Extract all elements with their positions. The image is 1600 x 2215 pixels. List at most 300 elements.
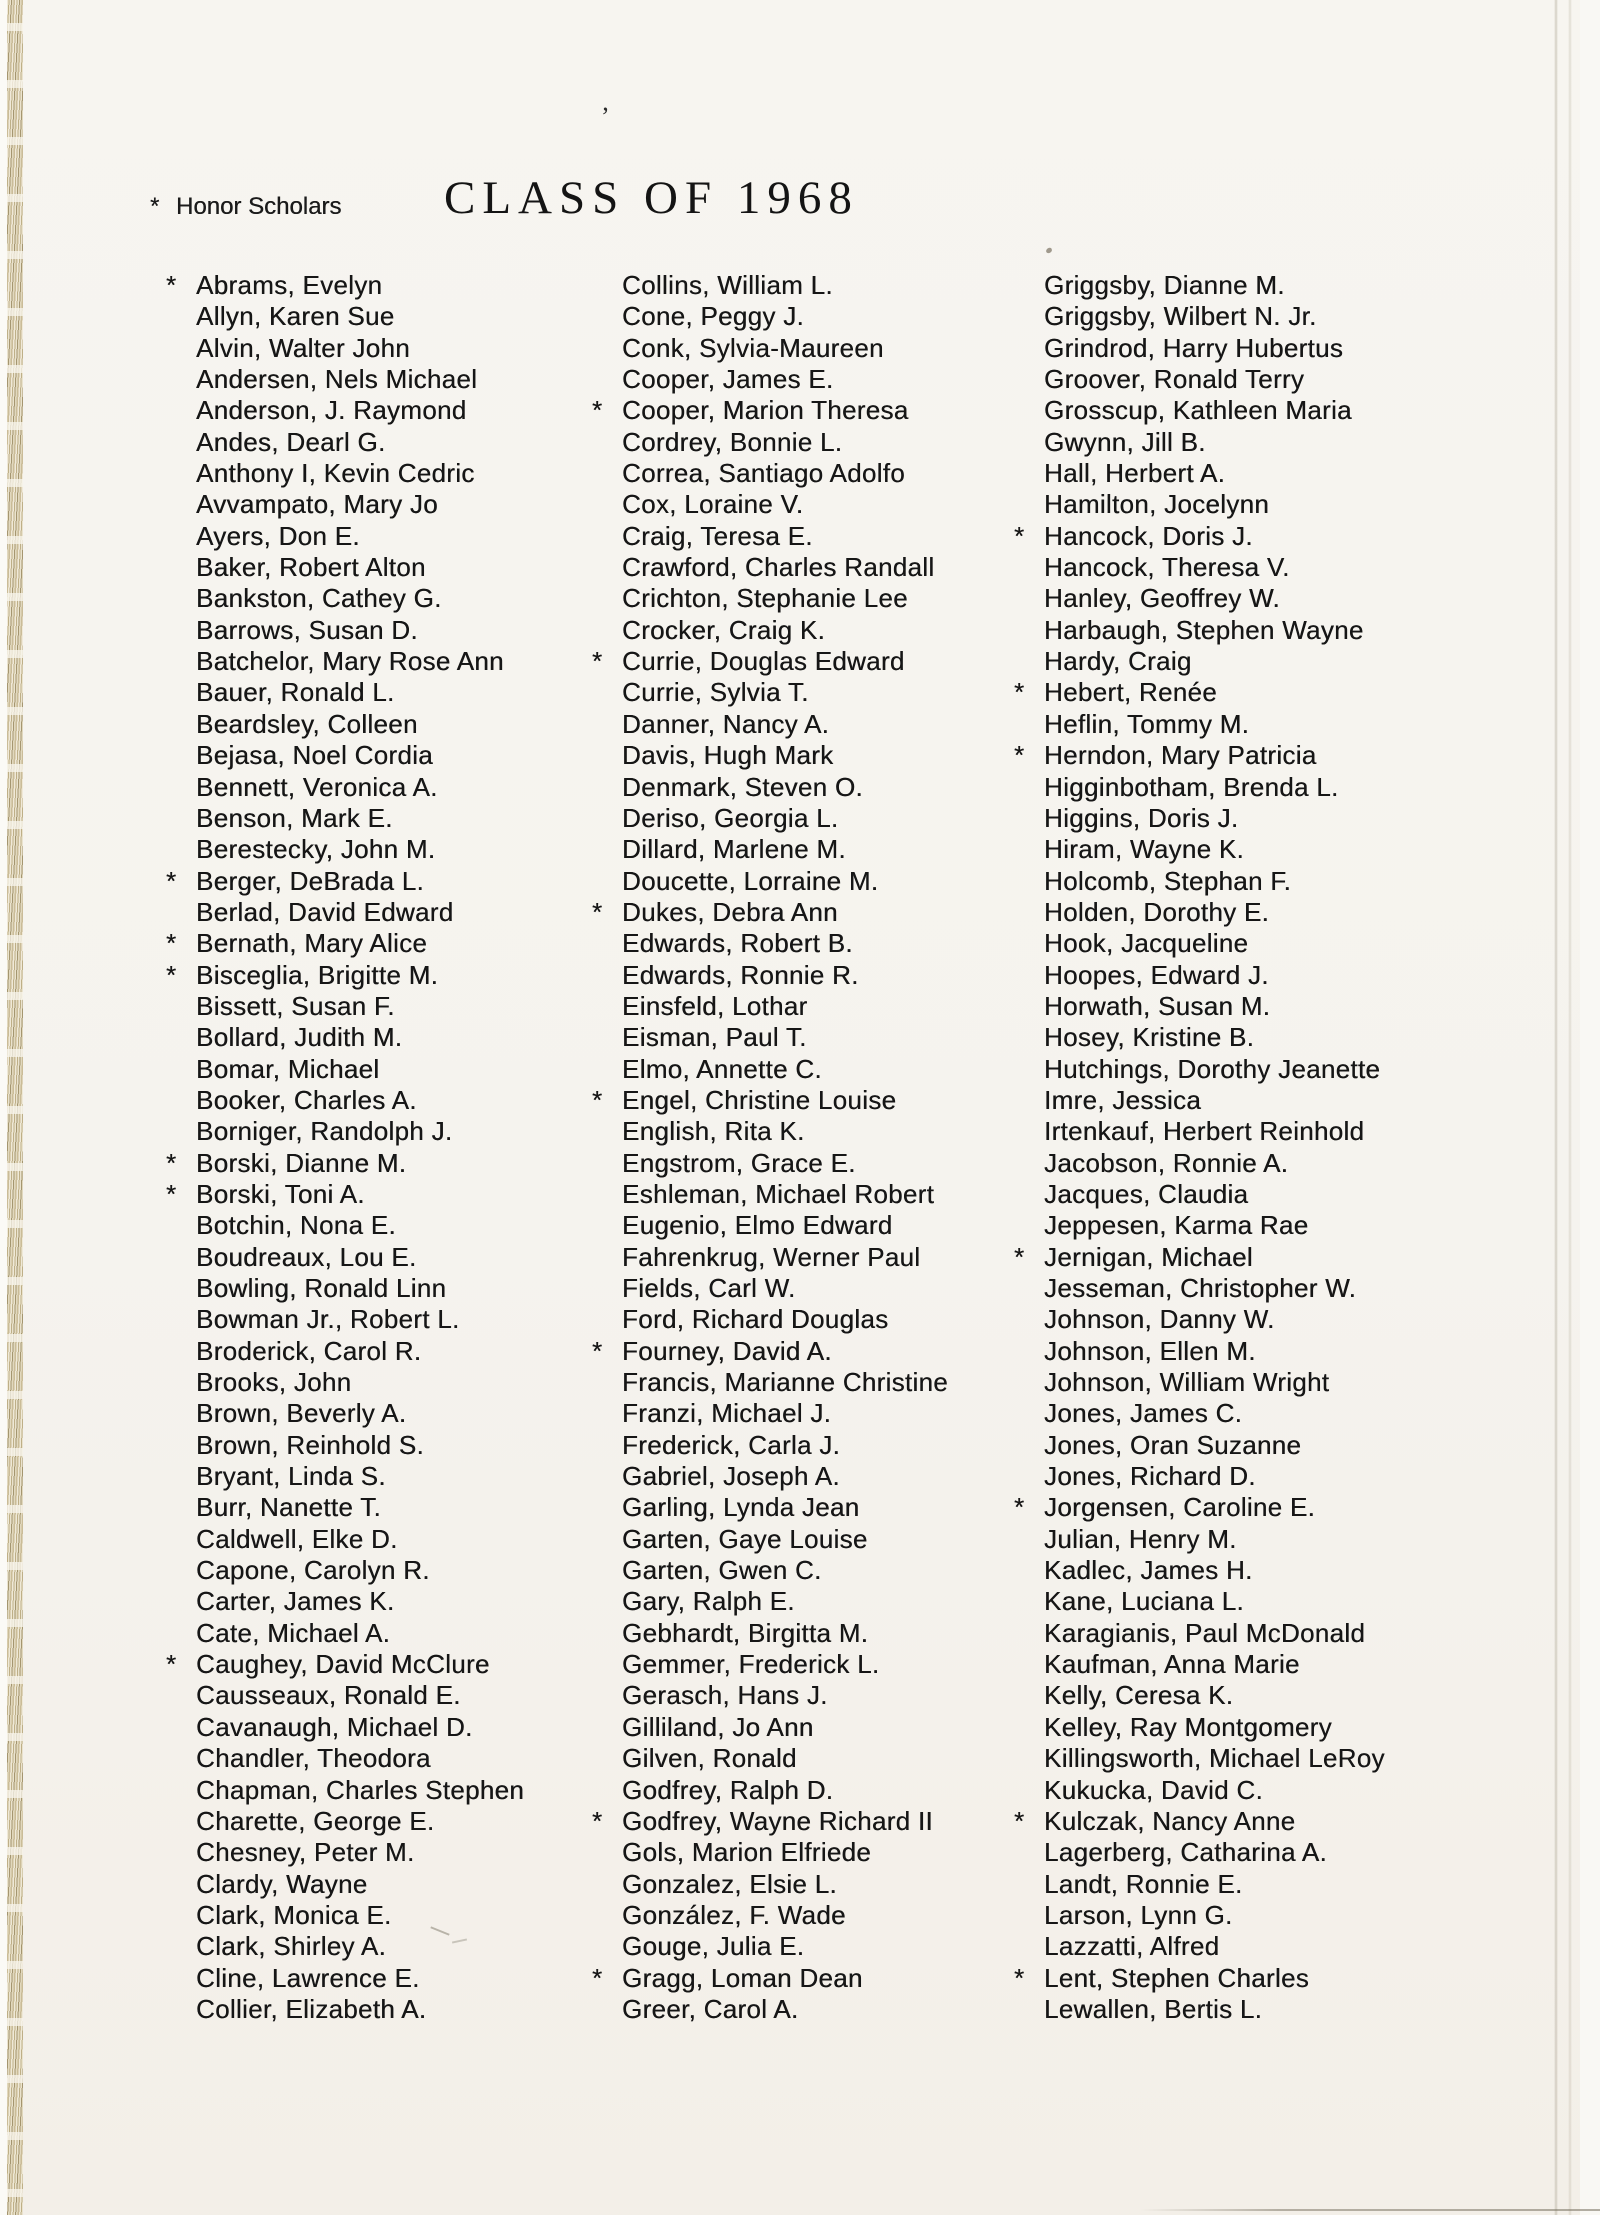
list-item — [1014, 552, 1462, 583]
list-item — [592, 1555, 1040, 1586]
list-item — [1014, 1273, 1462, 1304]
honor-star-empty — [1014, 1649, 1044, 1680]
honor-star-empty — [166, 364, 196, 395]
list-item — [1014, 1304, 1462, 1335]
list-item — [166, 1273, 614, 1304]
list-item — [166, 1618, 614, 1649]
list-item — [1014, 897, 1462, 928]
list-item — [1014, 521, 1462, 552]
list-item — [1014, 1022, 1462, 1053]
graduate-name: Jacobson, Ronnie A. — [1044, 1147, 1289, 1178]
list-item — [592, 709, 1040, 740]
list-item — [592, 991, 1040, 1022]
list-item — [1014, 1680, 1462, 1711]
list-item — [166, 1179, 614, 1210]
graduate-name: Barrows, Susan D. — [196, 614, 418, 645]
graduate-name: Hancock, Theresa V. — [1044, 552, 1290, 583]
graduate-name: Broderick, Carol R. — [196, 1335, 422, 1366]
list-item — [166, 1680, 614, 1711]
graduate-name: Johnson, Ellen M. — [1044, 1335, 1256, 1366]
graduate-name: Kukucka, David C. — [1044, 1774, 1263, 1805]
graduate-name: Burr, Nanette T. — [196, 1492, 381, 1523]
graduate-name: Brown, Reinhold S. — [196, 1429, 424, 1460]
list-item — [592, 1492, 1040, 1523]
list-item — [166, 1022, 614, 1053]
honor-star-empty — [166, 1712, 196, 1743]
graduate-name: Ayers, Don E. — [196, 520, 360, 551]
list-item — [1014, 1900, 1462, 1931]
graduate-name: Eisman, Paul T. — [622, 1022, 807, 1053]
graduate-name: Clardy, Wayne — [196, 1868, 368, 1899]
list-item — [592, 1524, 1040, 1555]
list-item — [166, 1148, 614, 1179]
honor-star-empty — [592, 1304, 622, 1335]
page-edge-right-lines — [1550, 0, 1580, 2215]
honor-star-empty — [1014, 333, 1044, 364]
list-item — [592, 458, 1040, 489]
list-item — [1014, 615, 1462, 646]
graduate-name: Imre, Jessica — [1044, 1084, 1202, 1115]
honor-star-empty — [166, 1273, 196, 1304]
list-item — [166, 1304, 614, 1335]
honor-star-empty — [1014, 1524, 1044, 1555]
page-edge-bottom-line — [1140, 2209, 1600, 2211]
honor-star-icon: * — [592, 646, 603, 677]
graduate-name: Anthony I, Kevin Cedric — [196, 458, 475, 489]
list-item — [592, 960, 1040, 991]
graduate-name: Holden, Dorothy E. — [1044, 896, 1270, 927]
honor-star-empty — [592, 489, 622, 520]
graduate-name: Abrams, Evelyn — [196, 270, 383, 300]
list-item — [1014, 427, 1462, 458]
list-item — [166, 1963, 614, 1994]
list-item — [166, 1336, 614, 1367]
list-item — [592, 1336, 1040, 1367]
honor-star-empty — [592, 1210, 622, 1241]
list-item — [592, 552, 1040, 583]
list-item — [1014, 1242, 1462, 1273]
honor-star-empty — [1014, 772, 1044, 803]
list-item — [166, 615, 614, 646]
graduate-name: Chapman, Charles Stephen — [196, 1774, 525, 1805]
honor-star-empty — [1014, 1775, 1044, 1806]
list-item — [592, 1398, 1040, 1429]
honor-star-icon: * — [166, 270, 177, 300]
graduate-name: Kaufman, Anna Marie — [1044, 1649, 1300, 1680]
list-item — [1014, 1618, 1462, 1649]
honor-star-empty — [592, 1524, 622, 1555]
list-item — [592, 1900, 1040, 1931]
list-item — [166, 1430, 614, 1461]
honor-star-empty — [592, 1586, 622, 1617]
list-item — [166, 772, 614, 803]
list-item — [166, 1837, 614, 1868]
honor-star-empty — [1014, 1054, 1044, 1085]
list-item — [592, 395, 1040, 426]
honor-star-empty — [1014, 301, 1044, 332]
honor-star-icon: * — [1014, 1492, 1025, 1523]
honor-star-empty — [592, 521, 622, 552]
graduate-name: Engel, Christine Louise — [622, 1084, 897, 1115]
graduate-name: Hiram, Wayne K. — [1044, 834, 1245, 865]
honor-star-icon: * — [592, 1962, 603, 1993]
list-item — [592, 364, 1040, 395]
graduate-name: Greer, Carol A. — [622, 1993, 799, 2024]
list-item — [1014, 1461, 1462, 1492]
graduate-name: Allyn, Karen Sue — [196, 301, 395, 332]
list-item — [592, 834, 1040, 865]
list-item — [592, 1618, 1040, 1649]
graduate-name: Killingsworth, Michael LeRoy — [1044, 1743, 1385, 1774]
honor-star-empty — [166, 1398, 196, 1429]
graduate-name: Eugenio, Elmo Edward — [622, 1210, 893, 1241]
honor-star-empty — [166, 1430, 196, 1461]
honor-star-empty — [1014, 1837, 1044, 1868]
graduate-name: Cordrey, Bonnie L. — [622, 426, 843, 457]
graduate-name: Jacques, Claudia — [1044, 1178, 1249, 1209]
list-item — [166, 1492, 614, 1523]
list-item — [166, 1649, 614, 1680]
honor-star-empty — [592, 1555, 622, 1586]
honor-star-empty — [592, 1900, 622, 1931]
honor-star-empty — [1014, 1148, 1044, 1179]
honor-star-icon: * — [592, 896, 603, 927]
graduate-name: Avvampato, Mary Jo — [196, 489, 438, 520]
honor-star-empty — [1014, 1398, 1044, 1429]
honor-star-empty — [1014, 1179, 1044, 1210]
list-item — [1014, 709, 1462, 740]
list-item — [1014, 1367, 1462, 1398]
list-item — [592, 1806, 1040, 1837]
list-item — [592, 1775, 1040, 1806]
honor-star-empty — [166, 1931, 196, 1962]
list-item — [166, 1210, 614, 1241]
honor-star-empty — [166, 1210, 196, 1241]
honor-star-empty — [592, 1837, 622, 1868]
list-item — [592, 615, 1040, 646]
graduate-name: Borski, Dianne M. — [196, 1147, 407, 1178]
honor-star-empty — [592, 1994, 622, 2025]
graduate-name: Jeppesen, Karma Rae — [1044, 1210, 1309, 1241]
graduate-name: Gouge, Julia E. — [622, 1931, 805, 1962]
graduate-name: Fahrenkrug, Werner Paul — [622, 1241, 921, 1272]
graduate-name: Higgins, Doris J. — [1044, 802, 1239, 833]
graduate-name: Botchin, Nona E. — [196, 1210, 396, 1241]
honor-star-empty — [166, 1775, 196, 1806]
list-item — [1014, 928, 1462, 959]
honor-star-empty — [592, 301, 622, 332]
graduate-name: Hebert, Renée — [1044, 677, 1218, 708]
honor-star-empty — [1014, 960, 1044, 991]
graduate-name: Hall, Herbert A. — [1044, 458, 1226, 489]
honor-star-empty — [166, 709, 196, 740]
list-item — [592, 333, 1040, 364]
graduate-name: Gwynn, Jill B. — [1044, 426, 1206, 457]
list-item — [1014, 395, 1462, 426]
graduate-name: Conk, Sylvia-Maureen — [622, 332, 884, 363]
honor-star-empty — [1014, 928, 1044, 959]
list-item — [592, 1242, 1040, 1273]
graduate-name: Jones, James C. — [1044, 1398, 1243, 1429]
graduate-name: Hanley, Geoffrey W. — [1044, 583, 1280, 614]
list-item — [592, 1085, 1040, 1116]
list-item — [166, 897, 614, 928]
honor-star-empty — [1014, 1085, 1044, 1116]
honor-star-empty — [1014, 583, 1044, 614]
honor-star-empty — [592, 772, 622, 803]
honor-star-empty — [1014, 1743, 1044, 1774]
graduate-name: Kelly, Ceresa K. — [1044, 1680, 1234, 1711]
list-item — [166, 991, 614, 1022]
graduate-name: Cooper, James E. — [622, 364, 834, 395]
honor-star-icon: * — [166, 1178, 177, 1209]
honor-star-empty — [166, 583, 196, 614]
honor-star-empty — [592, 1649, 622, 1680]
graduate-name: González, F. Wade — [622, 1899, 846, 1930]
honor-star-empty — [592, 333, 622, 364]
list-item — [166, 1242, 614, 1273]
graduate-name: Heflin, Tommy M. — [1044, 708, 1250, 739]
list-item — [166, 1054, 614, 1085]
graduate-name: Bejasa, Noel Cordia — [196, 740, 433, 771]
honor-star-empty — [1014, 1994, 1044, 2025]
honor-star-empty — [166, 333, 196, 364]
graduate-name: Anderson, J. Raymond — [196, 395, 467, 426]
graduate-name: Bomar, Michael — [196, 1053, 380, 1084]
graduate-name: Doucette, Lorraine M. — [622, 865, 879, 896]
honor-star-empty — [1014, 1210, 1044, 1241]
graduate-name: Brooks, John — [196, 1367, 352, 1398]
honor-star-icon: * — [592, 1335, 603, 1366]
honor-star-empty — [166, 1524, 196, 1555]
honor-star-empty — [592, 1022, 622, 1053]
list-item — [1014, 1963, 1462, 1994]
list-item — [592, 489, 1040, 520]
graduate-name: Julian, Henry M. — [1044, 1523, 1237, 1554]
list-item — [592, 740, 1040, 771]
list-item — [1014, 1524, 1462, 1555]
graduate-name: Groover, Ronald Terry — [1044, 364, 1305, 395]
list-item — [592, 928, 1040, 959]
graduate-name: Collins, William L. — [622, 270, 833, 300]
honor-star-icon: * — [592, 395, 603, 426]
honor-scholars-legend — [150, 193, 341, 221]
list-item — [592, 1586, 1040, 1617]
graduate-name: Lewallen, Bertis L. — [1044, 1993, 1263, 2024]
list-item — [166, 489, 614, 520]
graduate-name: Frederick, Carla J. — [622, 1429, 841, 1460]
graduate-name: Clark, Monica E. — [196, 1899, 392, 1930]
graduate-name: Jernigan, Michael — [1044, 1241, 1253, 1272]
honor-star-empty — [592, 1743, 622, 1774]
list-item — [592, 583, 1040, 614]
graduate-name: Crocker, Craig K. — [622, 614, 826, 645]
honor-star-empty — [592, 615, 622, 646]
graduate-name: Elmo, Annette C. — [622, 1053, 822, 1084]
honor-star-empty — [1014, 866, 1044, 897]
list-item — [1014, 1336, 1462, 1367]
list-item — [1014, 1994, 1462, 2025]
graduate-name: Gilven, Ronald — [622, 1743, 797, 1774]
graduate-name: Deriso, Georgia L. — [622, 802, 839, 833]
honor-star-empty — [592, 1492, 622, 1523]
list-item — [166, 928, 614, 959]
honor-star-empty — [1014, 364, 1044, 395]
honor-star-icon: * — [1014, 1805, 1025, 1836]
list-item — [592, 897, 1040, 928]
honor-star-empty — [166, 677, 196, 708]
list-item — [592, 1430, 1040, 1461]
graduate-name: Charette, George E. — [196, 1805, 435, 1836]
honor-star-empty — [592, 1869, 622, 1900]
list-item — [592, 1680, 1040, 1711]
graduate-name: Karagianis, Paul McDonald — [1044, 1617, 1366, 1648]
graduate-name: Jorgensen, Caroline E. — [1044, 1492, 1316, 1523]
list-item — [592, 1367, 1040, 1398]
graduate-name: Andersen, Nels Michael — [196, 364, 478, 395]
list-item — [1014, 1712, 1462, 1743]
list-item — [1014, 1116, 1462, 1147]
list-item — [166, 395, 614, 426]
graduate-name: Cate, Michael A. — [196, 1617, 391, 1648]
list-item — [592, 1743, 1040, 1774]
honor-star-empty — [166, 1963, 196, 1994]
graduate-name: Bisceglia, Brigitte M. — [196, 959, 439, 990]
graduate-name: Hosey, Kristine B. — [1044, 1022, 1255, 1053]
graduate-name: Brown, Beverly A. — [196, 1398, 407, 1429]
honor-star-empty — [166, 552, 196, 583]
graduate-name: Kelley, Ray Montgomery — [1044, 1711, 1332, 1742]
graduate-name: Griggsby, Wilbert N. Jr. — [1044, 301, 1317, 332]
honor-star-empty — [166, 1994, 196, 2025]
graduate-name: Harbaugh, Stephen Wayne — [1044, 614, 1364, 645]
list-item — [1014, 458, 1462, 489]
honor-star-empty — [1014, 1461, 1044, 1492]
honor-star-empty — [166, 1680, 196, 1711]
list-item — [166, 740, 614, 771]
asterisk-icon: * — [150, 193, 160, 220]
graduate-name: Booker, Charles A. — [196, 1084, 417, 1115]
list-item — [592, 1022, 1040, 1053]
honor-star-empty — [1014, 1430, 1044, 1461]
graduate-name: Davis, Hugh Mark — [622, 740, 834, 771]
list-item — [1014, 1649, 1462, 1680]
honor-star-empty — [592, 1461, 622, 1492]
graduate-name: Hancock, Doris J. — [1044, 520, 1253, 551]
graduate-name: Gary, Ralph E. — [622, 1586, 795, 1617]
graduate-name: Causseaux, Ronald E. — [196, 1680, 461, 1711]
honor-star-empty — [592, 1116, 622, 1147]
graduate-name: Higginbotham, Brenda L. — [1044, 771, 1339, 802]
honor-star-empty — [166, 1900, 196, 1931]
graduate-name: Gilliland, Jo Ann — [622, 1711, 814, 1742]
honor-star-empty — [1014, 1586, 1044, 1617]
honor-star-empty — [1014, 395, 1044, 426]
graduate-name: Caughey, David McClure — [196, 1649, 490, 1680]
honor-star-empty — [592, 1931, 622, 1962]
page-edge-left-texture — [7, 0, 23, 2215]
honor-star-empty — [592, 458, 622, 489]
graduate-name: Denmark, Steven O. — [622, 771, 863, 802]
graduate-name: Beardsley, Colleen — [196, 708, 418, 739]
honor-star-empty — [166, 521, 196, 552]
graduate-name: Herndon, Mary Patricia — [1044, 740, 1317, 771]
graduate-name: Gerasch, Hans J. — [622, 1680, 828, 1711]
honor-scholars-label: Honor Scholars — [176, 193, 342, 220]
list-item — [592, 677, 1040, 708]
graduate-name: Edwards, Robert B. — [622, 928, 853, 959]
honor-star-icon: * — [592, 1805, 603, 1836]
graduate-name: Bissett, Susan F. — [196, 990, 395, 1021]
graduate-name: Bollard, Judith M. — [196, 1022, 403, 1053]
graduate-name: Berestecky, John M. — [196, 834, 436, 865]
list-item — [1014, 1210, 1462, 1241]
honor-star-empty — [166, 1116, 196, 1147]
list-item — [166, 803, 614, 834]
honor-star-empty — [166, 1837, 196, 1868]
graduate-name: Johnson, Danny W. — [1044, 1304, 1275, 1335]
honor-star-empty — [1014, 897, 1044, 928]
graduate-name: Eshleman, Michael Robert — [622, 1178, 935, 1209]
graduate-name: Garling, Lynda Jean — [622, 1492, 860, 1523]
honor-star-empty — [1014, 1555, 1044, 1586]
list-item — [592, 1994, 1040, 2025]
scan-artifact-apostrophe: ’ — [601, 102, 610, 131]
honor-star-empty — [166, 803, 196, 834]
graduate-name: Bennett, Veronica A. — [196, 771, 438, 802]
graduate-name: Hook, Jacqueline — [1044, 928, 1249, 959]
list-item — [592, 1869, 1040, 1900]
honor-star-empty — [592, 1618, 622, 1649]
list-item — [166, 1555, 614, 1586]
graduate-name: Clark, Shirley A. — [196, 1931, 387, 1962]
graduate-name: Kadlec, James H. — [1044, 1555, 1253, 1586]
honor-star-empty — [592, 803, 622, 834]
list-item — [166, 646, 614, 677]
honor-star-empty — [592, 427, 622, 458]
list-item — [1014, 1586, 1462, 1617]
list-item — [592, 1210, 1040, 1241]
graduate-name: Berlad, David Edward — [196, 896, 454, 927]
list-item — [1014, 364, 1462, 395]
honor-star-empty — [1014, 1712, 1044, 1743]
list-item — [592, 1649, 1040, 1680]
graduate-name: Edwards, Ronnie R. — [622, 959, 859, 990]
graduate-name: Cline, Lawrence E. — [196, 1962, 420, 1993]
graduate-name: Currie, Sylvia T. — [622, 677, 809, 708]
list-item — [592, 301, 1040, 332]
list-item — [166, 1900, 614, 1931]
graduate-name: Craig, Teresa E. — [622, 520, 813, 551]
graduate-name: Cavanaugh, Michael D. — [196, 1711, 473, 1742]
graduate-name: Currie, Douglas Edward — [622, 646, 905, 677]
honor-star-empty — [592, 834, 622, 865]
graduate-name: Correa, Santiago Adolfo — [622, 458, 905, 489]
list-item — [166, 1806, 614, 1837]
graduate-name: Gabriel, Joseph A. — [622, 1461, 840, 1492]
graduate-name: Chesney, Peter M. — [196, 1837, 415, 1868]
list-item — [592, 270, 1040, 301]
honor-star-empty — [1014, 1273, 1044, 1304]
list-item — [166, 1931, 614, 1962]
graduate-name: Lent, Stephen Charles — [1044, 1962, 1310, 1993]
graduate-name: Grindrod, Harry Hubertus — [1044, 332, 1344, 363]
graduate-name: Bowling, Ronald Linn — [196, 1273, 447, 1303]
list-item — [1014, 1806, 1462, 1837]
honor-star-icon: * — [1014, 677, 1025, 708]
honor-star-empty — [592, 1273, 622, 1304]
list-item — [592, 1179, 1040, 1210]
